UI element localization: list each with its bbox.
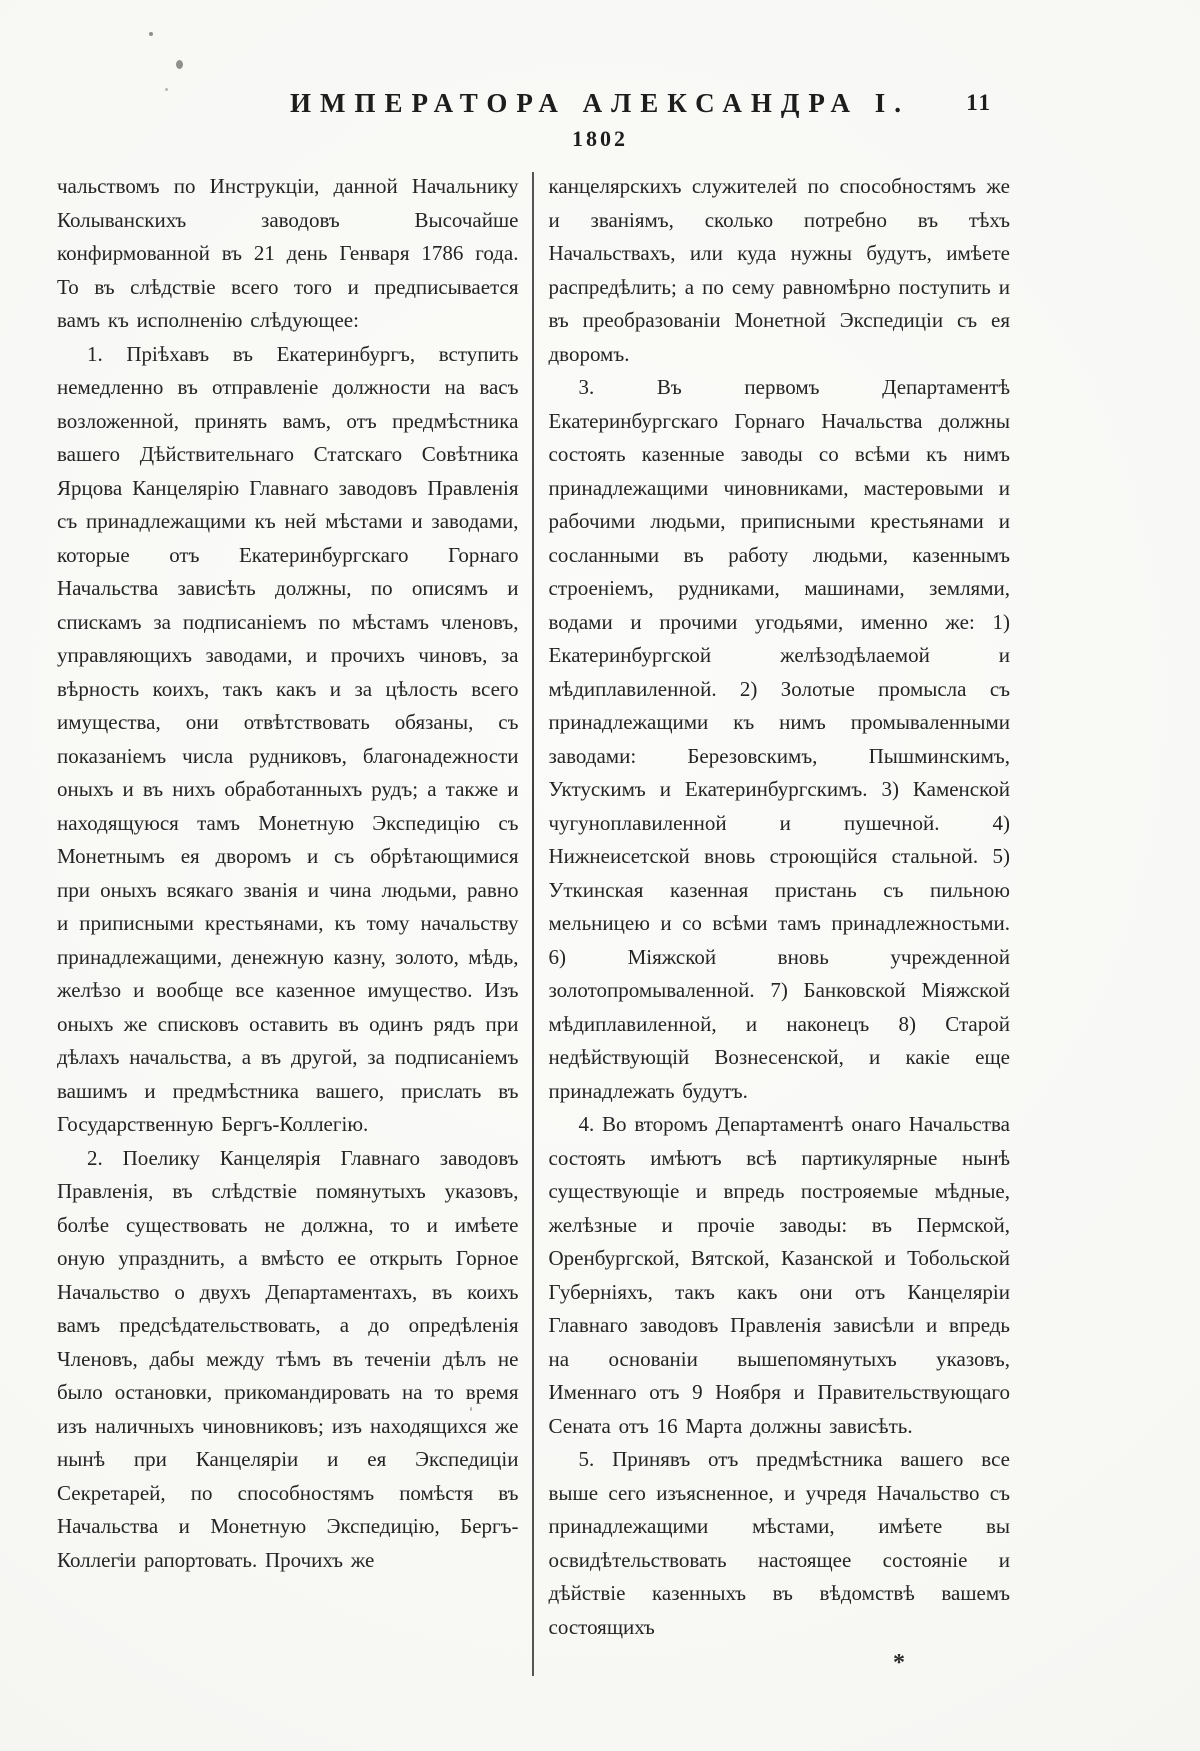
text-columns: [0, 154, 1200, 1676]
paragraph-item-1: 1. Пріѣхавъ въ Екатеринбургъ, вступить немедленно въ отправленіе должности на васъ возложенной, принять вамъ, отъ предмѣстника вашего Дѣйствительнаго Статскаго Совѣтника Ярцова Канцелярію Главнаго заводовъ Правленія съ принадлежащими къ ней мѣстами и заводами, которые отъ Екатеринбургскаго Горнаго Начальства зависѣть должны, по описямъ и спискамъ за подписаніемъ по мѣстамъ членовъ, управляющихъ заводами, и прочихъ чиновъ, за вѣрность коихъ, такъ какъ и за цѣлость всего имущества, они отвѣтствовать обязаны, съ показаніемъ числа рудниковъ, благонадежности оныхъ и въ нихъ обработанныхъ рудъ; а также и находящуюся тамъ Монетную Экспедицію съ Монетнымъ ея дворомъ и съ обрѣтающимися при оныхъ всякаго званія и чина людьми, равно и приписными крестьянами, къ тому начальству принадлежащими, денежную казну, золото, мѣдь, желѣзо и вообще все казенное имущество. Изъ оныхъ же списковъ оставить въ одинъ рядъ при дѣлахъ начальства, а въ другой, за подписаніемъ вашимъ и предмѣстника вашего, прислать въ Государственную Бергъ-Коллегію.: [57, 341, 519, 1136]
column-divider: [532, 172, 534, 1676]
ink-speck: [118, 1556, 121, 1561]
paragraph-item-5: 5. Принявъ отъ предмѣстника вашего все выше сего изъясненное, и учредя Начальство съ принадлежащими мѣстами, имѣете вы освидѣтельствовать настоящее состояніе и дѣйствіе казенныхъ въ вѣдомствѣ вашемъ состоящихъ: [548, 1447, 1010, 1639]
running-title: ИМПЕРАТОРА АЛЕКСАНДРА I.: [290, 88, 910, 118]
paragraph-continuation: канцелярскихъ служителей по способностямъ же и званіямъ, сколько потребно въ тѣхъ Начальствахъ, или куда нужны будутъ, имѣете распредѣлить; а по сему равномѣрно поступить и въ преобразованіи Монетной Экспедиціи съ ея дворомъ.: [548, 174, 1010, 366]
paragraph-item-4: 4. Во второмъ Департаментѣ онаго Начальства состоять имѣютъ всѣ партикулярные нынѣ существующіе и впредь построяемые мѣдные, желѣзные и прочіе заводы: въ Пермской, Оренбургской, Вятской, Казанской и Тобольской Губерніяхъ, такъ какъ они отъ Канцеляріи Главнаго заводовъ Правленія зависѣли и впредь на основаніи вышепомянутыхъ указовъ, Именнаго отъ 9 Ноября и Правительствующаго Сената отъ 16 Марта должны зависѣть.: [548, 1112, 1010, 1438]
left-column: [57, 170, 519, 1676]
footnote-asterisk: *: [893, 1650, 905, 1676]
paragraph-continuation: чальствомъ по Инструкціи, данной Начальнику Колыванскихъ заводовъ Высочайше конфирмованной въ 21 день Генваря 1786 года. То въ слѣдствіе всего того и предписывается вамъ къ исполненію слѣдующее:: [57, 174, 519, 332]
page-header: [0, 0, 1200, 154]
year-heading: 1802: [572, 126, 628, 151]
paragraph-item-3: 3. Въ первомъ Департаментѣ Екатеринбургскаго Горнаго Начальства должны состоять казенные заводы со всѣми къ нимъ принадлежащими чиновниками, мастеровыми и рабочими людьми, приписными крестьянами и сосланными въ работу людьми, казеннымъ строеніемъ, рудниками, машинами, землями, водами и прочими угодьями, именно же: 1) Екатеринбургской желѣзодѣлаемой и мѣдиплавиленной. 2) Золотые промысла съ принадлежащими къ нимъ промываленными заводами: Березовскимъ, Пышминскимъ, Уктускимъ и Екатеринбургскимъ. 3) Каменской чугуноплавиленной и пушечной. 4) Нижнеисетской вновь строющійся стальной. 5) Уткинская казенная пристань съ пильною мельницею и со всѣми тамъ принадлежностьми. 6) Міяжской вновь учрежденной золотопромываленной. 7) Банковской Міяжской мѣдиплавиленной, и наконецъ 8) Старой недѣйствующій Вознесенской, и какіе еще принадлежать будутъ.: [548, 375, 1010, 1103]
page-number: 11: [966, 90, 992, 115]
ink-speck: [470, 1407, 472, 1411]
right-column: [549, 170, 1011, 1676]
paragraph-item-2: 2. Поелику Канцелярія Главнаго заводовъ Правленія, въ слѣдствіе помянутыхъ указовъ, болѣе существовать не должна, то и имѣете оную упразднить, а вмѣсто ее открыть Горное Начальство о двухъ Департаментахъ, въ коихъ вамъ предсѣдательствовать, а до опредѣленія Членовъ, дабы между тѣмъ въ теченіи дѣлъ не было остановки, прикомандировать на то время изъ наличныхъ чиновниковъ; изъ находящихся же нынѣ при Канцеляріи и ея Экспедиціи Секретарей, по способностямъ помѣстя въ Начальства и Монетную Экспедицію, Бергъ-Коллегіи рапортовать. Прочихъ же: [57, 1145, 519, 1572]
